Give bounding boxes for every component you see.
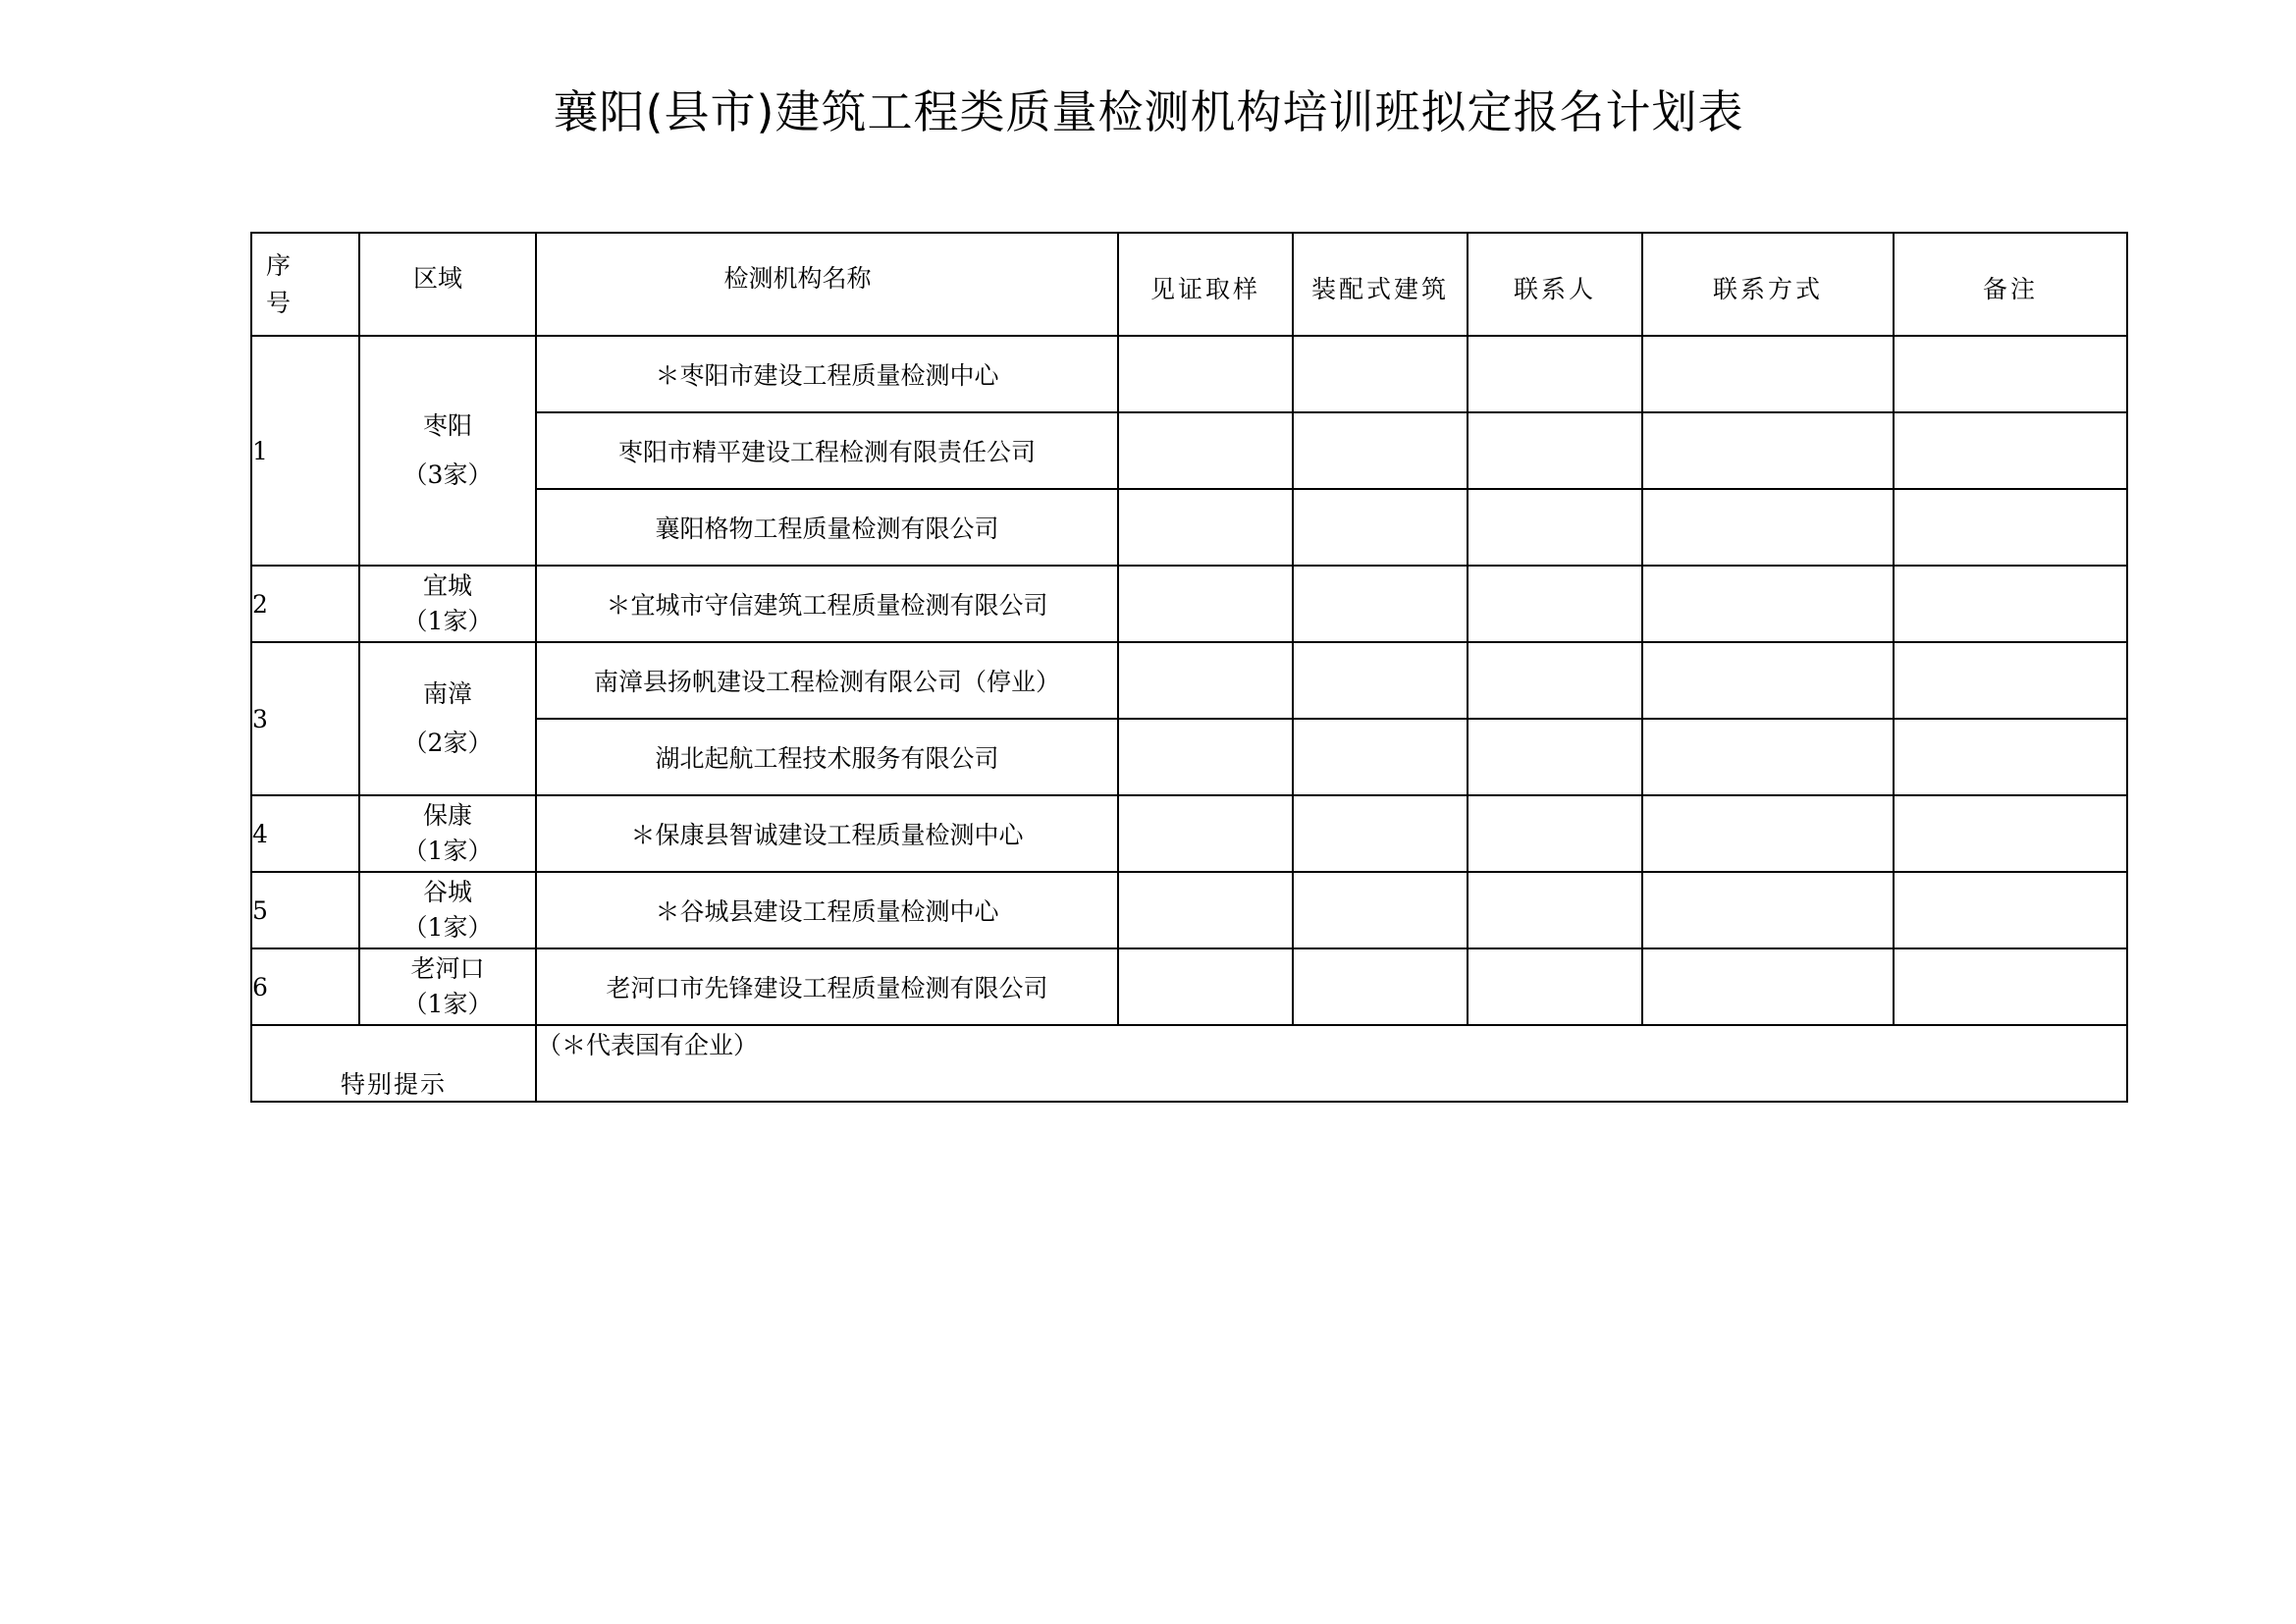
region-name: 宜城	[422, 571, 472, 600]
table-row	[251, 948, 2127, 1025]
region-name: 枣阳	[422, 411, 472, 440]
region-count: （1家）	[402, 913, 493, 942]
witness-cell	[1118, 872, 1293, 948]
contact-cell	[1468, 948, 1642, 1025]
table-row	[251, 872, 2127, 948]
prefab-cell	[1293, 336, 1468, 412]
header-contact-method: 联系方式	[1642, 233, 1894, 336]
contact-cell	[1468, 719, 1642, 795]
region-count: （1家）	[402, 607, 493, 635]
region-cell	[359, 642, 536, 795]
remark-cell	[1894, 872, 2127, 948]
header-seq: 序 号	[251, 233, 359, 336]
remark-cell	[1894, 795, 2127, 872]
header-prefab-building: 装配式建筑	[1293, 233, 1468, 336]
region-count: （2家）	[402, 729, 493, 757]
contact-cell	[1468, 566, 1642, 642]
table-row	[251, 566, 2127, 642]
prefab-cell	[1293, 566, 1468, 642]
region-cell	[359, 336, 536, 566]
org-name-cell: ＊谷城县建设工程质量检测中心	[536, 872, 1118, 948]
witness-cell	[1118, 948, 1293, 1025]
prefab-cell	[1293, 412, 1468, 489]
org-name-cell: ＊枣阳市建设工程质量检测中心	[536, 336, 1118, 412]
region-cell	[359, 872, 536, 948]
region-name: 老河口	[410, 954, 485, 983]
special-note-text: （＊代表国有企业）	[536, 1025, 2127, 1102]
phone-cell	[1642, 566, 1894, 642]
region-count: （3家）	[402, 460, 493, 489]
prefab-cell	[1293, 489, 1468, 566]
org-name-cell: 湖北起航工程技术服务有限公司	[536, 719, 1118, 795]
remark-cell	[1894, 566, 2127, 642]
witness-cell	[1118, 412, 1293, 489]
region-count: （1家）	[402, 837, 493, 865]
witness-cell	[1118, 642, 1293, 719]
remark-cell	[1894, 412, 2127, 489]
remark-cell	[1894, 642, 2127, 719]
contact-cell	[1468, 872, 1642, 948]
contact-cell	[1468, 795, 1642, 872]
header-org-name: 检测机构名称	[536, 233, 1118, 336]
header-contact-person: 联系人	[1468, 233, 1642, 336]
phone-cell	[1642, 872, 1894, 948]
row-number: 5	[251, 872, 359, 948]
table-row	[251, 336, 2127, 412]
prefab-cell	[1293, 642, 1468, 719]
region-cell	[359, 566, 536, 642]
org-name-cell: 南漳县扬帆建设工程检测有限公司（停业）	[536, 642, 1118, 719]
org-name-cell: ＊保康县智诚建设工程质量检测中心	[536, 795, 1118, 872]
prefab-cell	[1293, 948, 1468, 1025]
remark-cell	[1894, 336, 2127, 412]
region-count: （1家）	[402, 990, 493, 1018]
witness-cell	[1118, 336, 1293, 412]
contact-cell	[1468, 336, 1642, 412]
row-number: 3	[251, 642, 359, 795]
region-cell	[359, 948, 536, 1025]
phone-cell	[1642, 336, 1894, 412]
phone-cell	[1642, 642, 1894, 719]
page-title: 襄阳(县市)建筑工程类质量检测机构培训班拟定报名计划表	[553, 85, 1744, 138]
phone-cell	[1642, 719, 1894, 795]
phone-cell	[1642, 489, 1894, 566]
witness-cell	[1118, 795, 1293, 872]
table-row	[251, 642, 2127, 719]
phone-cell	[1642, 795, 1894, 872]
phone-cell	[1642, 412, 1894, 489]
witness-cell	[1118, 719, 1293, 795]
prefab-cell	[1293, 719, 1468, 795]
contact-cell	[1468, 489, 1642, 566]
header-row	[251, 233, 2127, 336]
region-cell	[359, 795, 536, 872]
row-number: 2	[251, 566, 359, 642]
prefab-cell	[1293, 872, 1468, 948]
row-number: 1	[251, 336, 359, 566]
org-name-cell: 老河口市先锋建设工程质量检测有限公司	[536, 948, 1118, 1025]
region-name: 南漳	[422, 679, 472, 708]
prefab-cell	[1293, 795, 1468, 872]
remark-cell	[1894, 719, 2127, 795]
region-name: 谷城	[422, 878, 472, 906]
table-row	[251, 795, 2127, 872]
org-name-cell: 襄阳格物工程质量检测有限公司	[536, 489, 1118, 566]
witness-cell	[1118, 566, 1293, 642]
remark-cell	[1894, 489, 2127, 566]
region-name: 保康	[422, 801, 472, 830]
remark-cell	[1894, 948, 2127, 1025]
row-number: 6	[251, 948, 359, 1025]
registration-table	[250, 232, 2128, 1103]
header-witness-sampling: 见证取样	[1118, 233, 1293, 336]
org-name-cell: 枣阳市精平建设工程检测有限责任公司	[536, 412, 1118, 489]
contact-cell	[1468, 412, 1642, 489]
phone-cell	[1642, 948, 1894, 1025]
header-region: 区域	[359, 233, 536, 336]
header-remark: 备注	[1894, 233, 2127, 336]
contact-cell	[1468, 642, 1642, 719]
row-number: 4	[251, 795, 359, 872]
witness-cell	[1118, 489, 1293, 566]
org-name-cell: ＊宜城市守信建筑工程质量检测有限公司	[536, 566, 1118, 642]
special-note-row	[251, 1025, 2127, 1102]
special-note-label: 特别提示	[251, 1025, 536, 1102]
